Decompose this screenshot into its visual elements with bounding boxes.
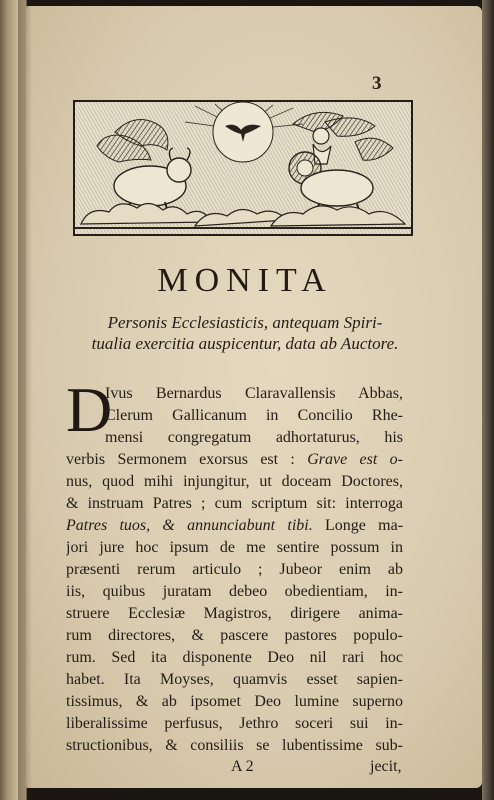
woodcut-engraving	[75, 102, 411, 234]
italic-span: Patres tuos, & annunciabunt tibi.	[66, 517, 313, 534]
text-line	[66, 450, 403, 470]
text-line: rum directores, & pascere pastores populo-	[66, 627, 403, 644]
text-line: struere Ecclesiæ Magistros, dirigere anima-	[66, 605, 403, 622]
subtitle-line: Personis Ecclesiasticis, antequam Spiri-	[107, 313, 383, 332]
drop-cap: D	[66, 374, 113, 445]
text-line: & instruam Patres ; cum scriptum sit: interroga	[66, 495, 403, 512]
page-number: 3	[372, 73, 382, 94]
text-line: iis, quibus juratam debeo obedientiam, in-	[66, 583, 403, 600]
text-line: liberalissime perfusus, Jethro soceri sui in-	[66, 715, 403, 732]
text-line: Ivus Bernardus Claravallensis Abbas,	[105, 385, 403, 402]
text-span: verbis Sermonem exorsus est :	[66, 451, 295, 468]
text-line: præsenti rerum articulo ; Jubeor enim ab	[66, 561, 403, 578]
gutter-shadow	[18, 0, 32, 800]
signature-mark: A 2	[231, 758, 254, 775]
text-line: habet. Ita Moyses, quamvis esset sapien-	[66, 671, 403, 688]
catchword: jecit,	[370, 758, 402, 775]
italic-span: Grave est o-	[307, 451, 403, 468]
subtitle-line: tualia exercitia auspicentur, data ab Auctore.	[91, 334, 399, 353]
text-line	[66, 516, 403, 536]
text-span: Longe ma-	[325, 517, 403, 534]
text-line: rum. Sed ita disponente Deo nil rari hoc	[66, 649, 403, 666]
page-heading: MONITA	[157, 262, 333, 299]
text-line: jori jure hoc ipsum de me sentire possum in	[66, 539, 403, 556]
text-line: mensi congregatum adhortaturus, his	[105, 429, 403, 446]
text-line: structionibus, & consiliis se lubentissime sub-	[66, 737, 403, 754]
text-line: tissimus, & ab ipsomet Deo lumine superno	[66, 693, 403, 710]
page-edge	[482, 0, 494, 800]
subtitle	[70, 312, 420, 354]
text-line: nus, quod mihi injungitur, ut doceam Doctores,	[66, 473, 403, 490]
woodcut-illustration	[73, 100, 413, 236]
text-line: Clerum Gallicanum in Concilio Rhe-	[105, 407, 403, 424]
